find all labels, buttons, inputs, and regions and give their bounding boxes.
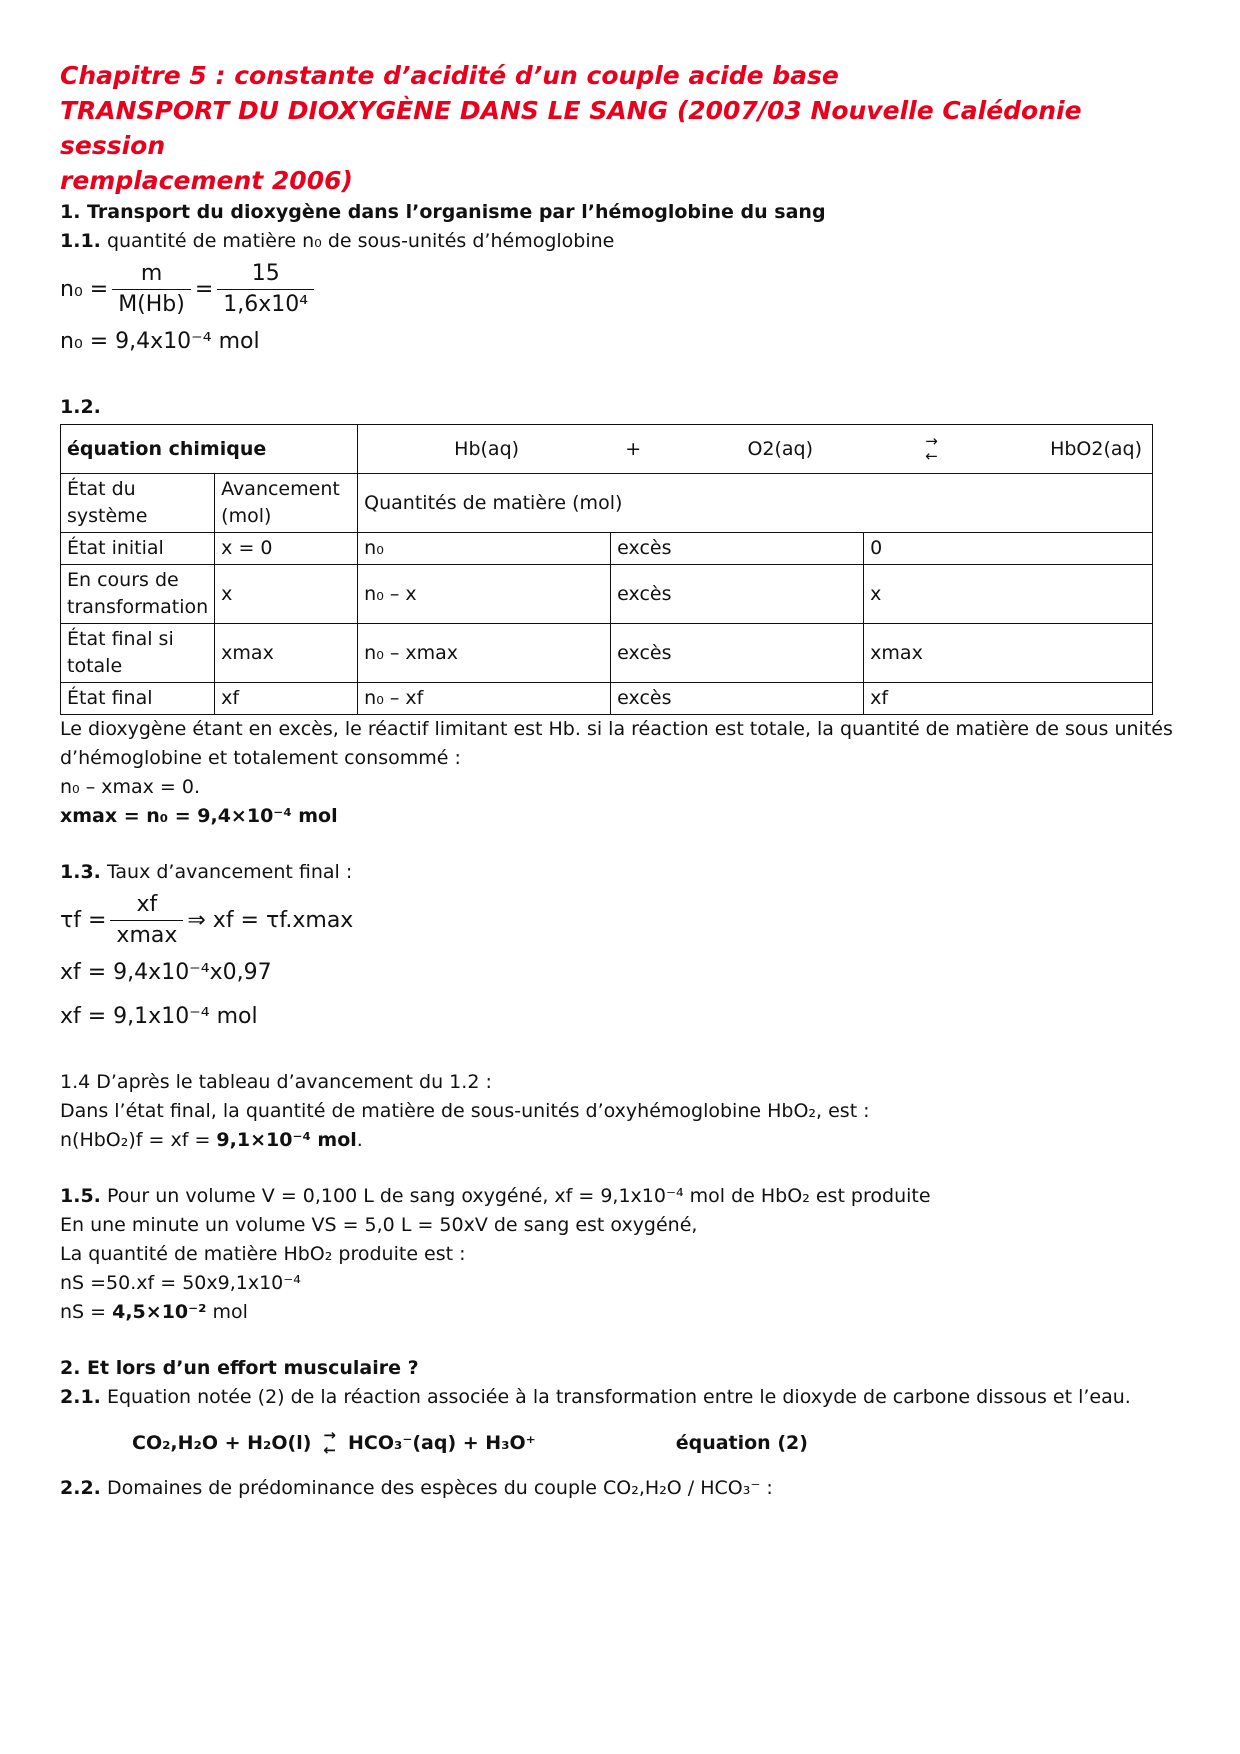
q15-label: 1.5.: [60, 1185, 101, 1207]
table-row: [61, 533, 1153, 565]
row-a: n₀: [358, 533, 611, 565]
row-b: excès: [611, 624, 864, 683]
q11-label: 1.1.: [60, 230, 101, 252]
row-state: État final si totale: [61, 624, 215, 683]
row-state: En cours de transformation: [61, 565, 215, 624]
row-c: xf: [864, 683, 1153, 715]
q15-ns: nS =: [60, 1301, 113, 1323]
q11-text: quantité de matière n₀ de sous-unités d’hémoglobine: [106, 230, 615, 252]
equation-2-row: [60, 1412, 1180, 1474]
q15-line4: nS =50.xf = 50x9,1x10⁻⁴: [60, 1272, 301, 1294]
q14-line1: 1.4 D’après le tableau d’avancement du 1.2 :: [60, 1071, 492, 1093]
q15-line1: [60, 1182, 1180, 1211]
species-o2: O2(aq): [747, 437, 814, 460]
row-c: xmax: [864, 624, 1153, 683]
xmax-result: xmax = n₀ = 9,4×10⁻⁴ mol: [60, 805, 338, 827]
col-qty: Quantités de matière (mol): [358, 474, 1153, 533]
frac-num2: 15: [217, 259, 314, 290]
tau-num: xf: [110, 890, 183, 921]
section-1-heading: 1. Transport du dioxygène dans l’organisme par l’hémoglobine du sang: [60, 201, 826, 223]
equation-cell: [358, 425, 1153, 474]
q22-line: [60, 1474, 1180, 1503]
q15-line2: En une minute un volume VS = 5,0 L = 50xV de sang est oxygéné,: [60, 1214, 698, 1236]
n0-formula: [60, 256, 1180, 322]
col-state: État du système: [61, 474, 215, 533]
q13-line: [60, 858, 1180, 887]
table-row: [61, 624, 1153, 683]
frac-den: M(Hb): [118, 291, 185, 317]
row-c: 0: [864, 533, 1153, 565]
q15-value: 4,5×10⁻²: [112, 1301, 207, 1323]
equilibrium-arrows-icon: → ←: [925, 432, 938, 465]
row-a: n₀ – xf: [358, 683, 611, 715]
fraction-numeric: [217, 259, 314, 320]
header-row: [61, 474, 1153, 533]
q13-text: Taux d’avancement final :: [106, 861, 353, 883]
tau-formula: [60, 887, 1180, 953]
fraction-m-over-M: [112, 259, 191, 320]
xf-result: xf = 9,1x10⁻⁴ mol: [60, 1004, 258, 1029]
q22-text: Domaines de prédominance des espèces du couple CO₂,H₂O / HCO₃⁻ :: [106, 1477, 773, 1499]
advancement-table: [60, 424, 1153, 715]
q11-line: [60, 227, 1180, 256]
row-state: État initial: [61, 533, 215, 565]
row-adv: x = 0: [215, 533, 358, 565]
row-state: État final: [61, 683, 215, 715]
q14-line2: Dans l’état final, la quantité de matière de sous-unités d’oxyhémoglobine HbO₂, est :: [60, 1100, 870, 1122]
col-adv: Avancement (mol): [215, 474, 358, 533]
eq-header-cell: équation chimique: [61, 425, 358, 474]
row-adv: xf: [215, 683, 358, 715]
limiting-reagent-text: Le dioxygène étant en excès, le réactif limitant est Hb. si la réaction est totale, la quantité de matière de sous unités d’hémoglobine et totalement consommé :: [60, 718, 1173, 769]
q15-text: Pour un volume V = 0,100 L de sang oxygéné, xf = 9,1x10⁻⁴ mol de HbO₂ est produite: [106, 1185, 931, 1207]
row-a: n₀ – xmax: [358, 624, 611, 683]
eq2-label: équation (2): [675, 1431, 808, 1454]
xmax-equation: n₀ – xmax = 0.: [60, 776, 201, 798]
species-hbo2: HbO2(aq): [1050, 437, 1142, 460]
q13-label: 1.3.: [60, 861, 101, 883]
row-adv: x: [215, 565, 358, 624]
xf-calc: xf = 9,4x10⁻⁴x0,97: [60, 960, 272, 985]
tau-lhs: τf =: [60, 907, 107, 933]
tau-den: xmax: [116, 922, 178, 948]
row-c: x: [864, 565, 1153, 624]
table-row: [61, 565, 1153, 624]
exercise-title-cont: remplacement 2006): [60, 166, 353, 195]
chapter-title: Chapitre 5 : constante d’acidité d’un couple acide base: [60, 61, 839, 90]
q14-lhs: n(HbO₂)f = xf =: [60, 1129, 217, 1151]
equilibrium-arrows-icon: → ←: [323, 1426, 336, 1459]
row-b: excès: [611, 683, 864, 715]
q15-line5: [60, 1298, 1180, 1327]
q21-line: [60, 1383, 1180, 1412]
q15-line3: La quantité de matière HbO₂ produite est :: [60, 1243, 466, 1265]
n0-result: n₀ = 9,4x10⁻⁴ mol: [60, 329, 260, 354]
document-page: [60, 58, 1180, 1503]
species-hb: Hb(aq): [454, 437, 520, 460]
eq2-left: CO₂,H₂O + H₂O(l): [132, 1431, 312, 1454]
q14-line3: [60, 1126, 1180, 1155]
q21-label: 2.1.: [60, 1386, 101, 1408]
tau-rhs: ⇒ xf = τf.xmax: [187, 907, 354, 933]
q12-label: 1.2.: [60, 396, 101, 418]
q15-unit: mol: [206, 1301, 248, 1323]
n0-lhs: n₀ =: [60, 276, 109, 302]
fraction-xf-over-xmax: [110, 890, 183, 951]
row-b: excès: [611, 533, 864, 565]
equation-row: [61, 425, 1153, 474]
table-row: [61, 683, 1153, 715]
frac-num: m: [112, 259, 191, 290]
equals-sign: =: [194, 276, 214, 302]
eq2-right: HCO₃⁻(aq) + H₃O⁺: [348, 1431, 536, 1454]
frac-den2: 1,6x10⁴: [223, 291, 309, 317]
section-2-heading: 2. Et lors d’un effort musculaire ?: [60, 1357, 419, 1379]
row-adv: xmax: [215, 624, 358, 683]
q14-value: 9,1×10⁻⁴ mol: [216, 1129, 357, 1151]
q14-dot: .: [356, 1129, 363, 1151]
row-a: n₀ – x: [358, 565, 611, 624]
q21-text: Equation notée (2) de la réaction associée à la transformation entre le dioxyde de carbone dissous et l’eau.: [106, 1386, 1131, 1408]
q22-label: 2.2.: [60, 1477, 101, 1499]
plus-sign: +: [625, 437, 642, 460]
exercise-title: TRANSPORT DU DIOXYGÈNE DANS LE SANG (2007/03 Nouvelle Calédonie session: [60, 96, 1082, 160]
row-b: excès: [611, 565, 864, 624]
